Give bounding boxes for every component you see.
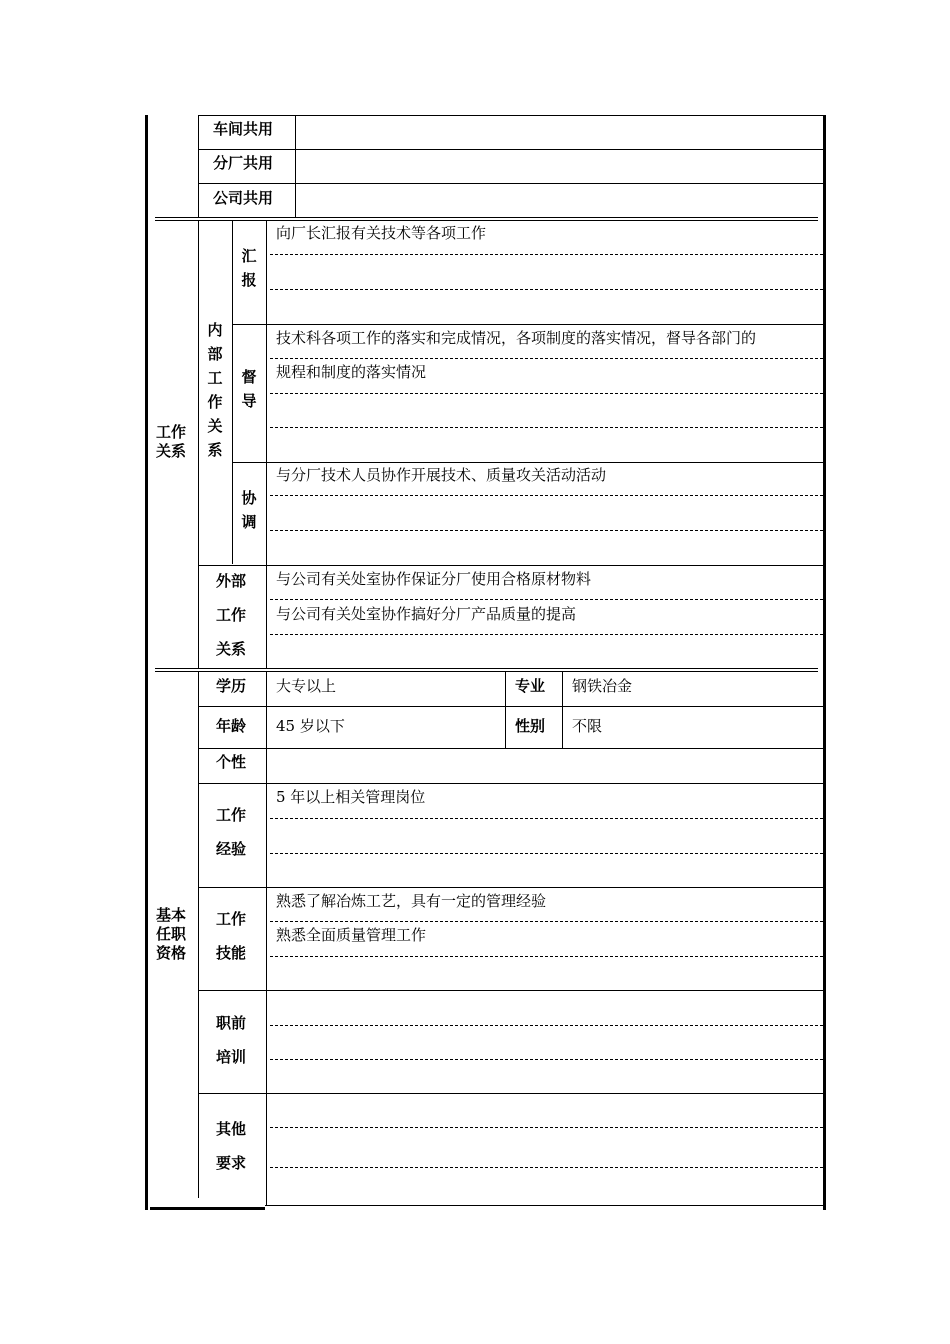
dashed-rule bbox=[270, 530, 823, 531]
divider bbox=[232, 462, 825, 463]
divider bbox=[295, 115, 296, 217]
training-label-1: 职前 bbox=[216, 1014, 247, 1032]
other-label-2: 要求 bbox=[216, 1154, 247, 1172]
divider bbox=[198, 220, 199, 668]
coordinate-label: 协 调 bbox=[241, 489, 257, 531]
dashed-rule bbox=[270, 358, 823, 359]
divider bbox=[198, 671, 199, 1198]
major-value: 钢铁冶金 bbox=[572, 677, 633, 695]
dashed-rule bbox=[270, 818, 823, 819]
supervise-label: 督 导 bbox=[241, 368, 257, 410]
personality-label: 个性 bbox=[216, 753, 247, 771]
divider bbox=[198, 565, 825, 566]
dashed-rule bbox=[270, 1025, 823, 1026]
gender-value: 不限 bbox=[572, 717, 603, 735]
dashed-rule bbox=[270, 254, 823, 255]
divider bbox=[198, 990, 825, 991]
supervise-line-2: 规程和制度的落实情况 bbox=[276, 363, 427, 381]
section-separator bbox=[155, 217, 818, 218]
divider bbox=[198, 706, 825, 707]
divider bbox=[198, 1093, 825, 1094]
table-bottom-border bbox=[265, 1205, 825, 1206]
qualifications-label: 基本 任职 资格 bbox=[156, 906, 187, 962]
branch-factory-shared-label: 分厂共用 bbox=[213, 154, 274, 172]
experience-label-1: 工作 bbox=[216, 806, 247, 824]
table-right-border bbox=[823, 115, 826, 1210]
dashed-rule bbox=[270, 599, 823, 600]
external-line-1: 与公司有关处室协作保证分厂使用合格原材物料 bbox=[276, 570, 592, 588]
dashed-rule bbox=[270, 289, 823, 290]
age-value: 45 岁以下 bbox=[276, 717, 345, 735]
internal-relations-label: 内 部 工 作 关 系 bbox=[207, 321, 223, 459]
dashed-rule bbox=[270, 1167, 823, 1168]
work-relations-label-stack: 工作 关系 bbox=[156, 423, 190, 461]
divider bbox=[198, 115, 825, 116]
external-label-3: 关系 bbox=[216, 640, 247, 658]
divider bbox=[198, 115, 199, 217]
dashed-rule bbox=[270, 1127, 823, 1128]
divider bbox=[232, 324, 825, 325]
experience-line-1: 5 年以上相关管理岗位 bbox=[276, 788, 426, 806]
dashed-rule bbox=[270, 956, 823, 957]
section-separator bbox=[155, 220, 818, 221]
skills-label-2: 技能 bbox=[216, 944, 247, 962]
supervise-line-1: 技术科各项工作的落实和完成情况，各项制度的落实情况，督导各部门的 bbox=[276, 329, 757, 347]
dashed-rule bbox=[270, 393, 823, 394]
divider bbox=[198, 149, 825, 150]
section-separator bbox=[155, 671, 818, 672]
other-label-1: 其他 bbox=[216, 1120, 247, 1138]
external-label-2: 工作 bbox=[216, 606, 247, 624]
divider bbox=[198, 887, 825, 888]
workshop-shared-label: 车间共用 bbox=[213, 120, 274, 138]
skills-label-1: 工作 bbox=[216, 910, 247, 928]
skills-line-1: 熟悉了解冶炼工艺，具有一定的管理经验 bbox=[276, 892, 547, 910]
divider bbox=[232, 220, 233, 564]
dashed-rule bbox=[270, 634, 823, 635]
divider bbox=[505, 671, 506, 748]
report-line-1: 向厂长汇报有关技术等各项工作 bbox=[276, 224, 487, 242]
table-left-border bbox=[145, 115, 148, 1210]
skills-line-2: 熟悉全面质量管理工作 bbox=[276, 926, 427, 944]
report-label: 汇 报 bbox=[241, 247, 257, 289]
divider bbox=[266, 220, 267, 668]
divider bbox=[198, 748, 825, 749]
divider bbox=[266, 671, 267, 1206]
dashed-rule bbox=[270, 921, 823, 922]
divider bbox=[562, 671, 563, 748]
table-bottom-border-left bbox=[150, 1207, 265, 1210]
coordinate-line-1: 与分厂技术人员协作开展技术、质量攻关活动活动 bbox=[276, 466, 607, 484]
education-label: 学历 bbox=[216, 677, 247, 695]
education-value: 大专以上 bbox=[276, 677, 337, 695]
section-separator bbox=[155, 668, 818, 669]
external-line-2: 与公司有关处室协作搞好分厂产品质量的提高 bbox=[276, 605, 577, 623]
age-label: 年龄 bbox=[216, 717, 247, 735]
dashed-rule bbox=[270, 1059, 823, 1060]
major-label: 专业 bbox=[515, 677, 546, 695]
training-label-2: 培训 bbox=[216, 1048, 247, 1066]
experience-label-2: 经验 bbox=[216, 840, 247, 858]
dashed-rule bbox=[270, 495, 823, 496]
gender-label: 性别 bbox=[515, 717, 546, 735]
divider bbox=[198, 183, 825, 184]
external-label-1: 外部 bbox=[216, 572, 247, 590]
dashed-rule bbox=[270, 853, 823, 854]
company-shared-label: 公司共用 bbox=[213, 189, 274, 207]
dashed-rule bbox=[270, 427, 823, 428]
divider bbox=[198, 783, 825, 784]
